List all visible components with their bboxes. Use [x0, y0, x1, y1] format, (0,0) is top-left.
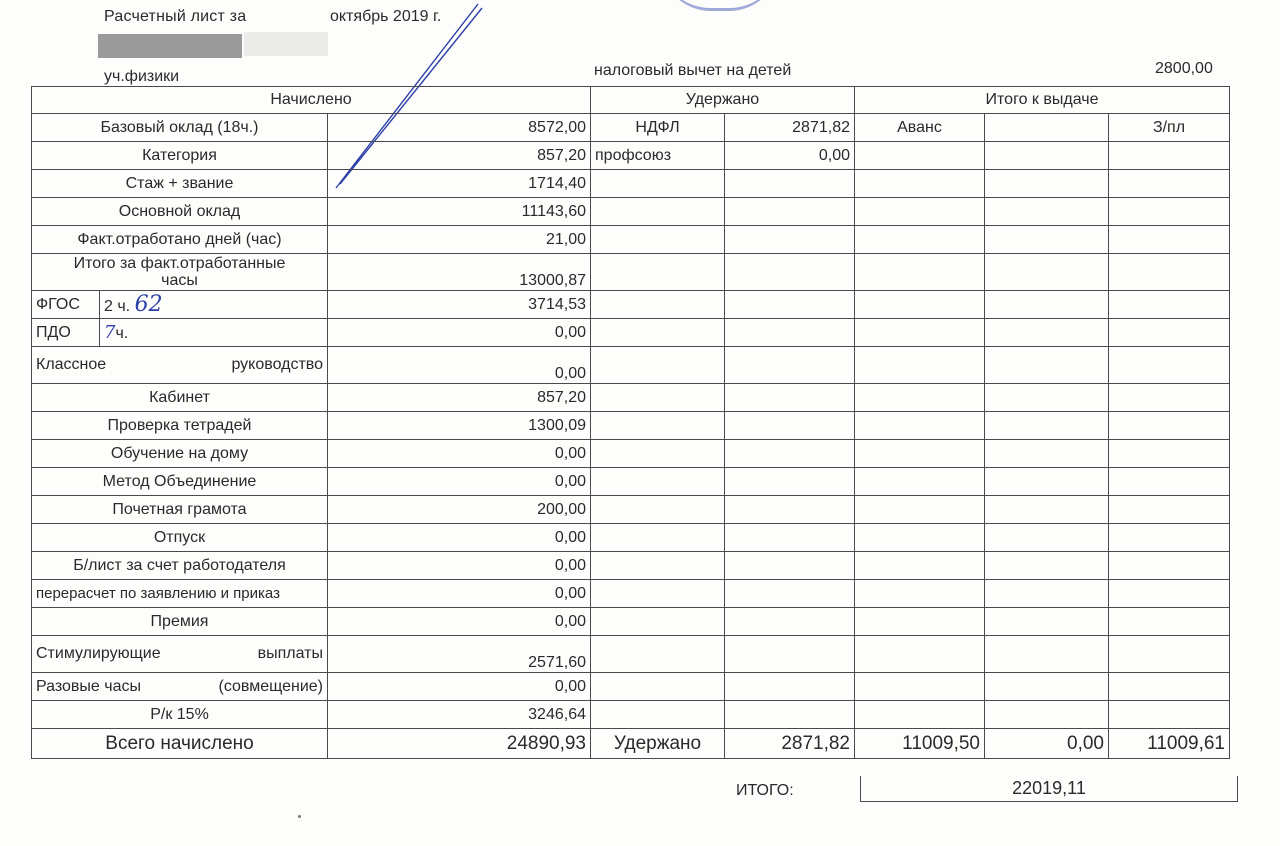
- accrual-value: 0,00: [328, 580, 591, 608]
- accrual-value: 0,00: [328, 608, 591, 636]
- withheld-cell: [725, 524, 855, 552]
- accrual-label-line: Итого за факт.отработанные: [73, 255, 286, 272]
- payout-cell: [985, 291, 1109, 319]
- table-row: [32, 254, 1230, 291]
- table-row: [32, 291, 1230, 319]
- payout-cell: [985, 412, 1109, 440]
- table-row: [32, 226, 1230, 254]
- payout-cell: [985, 552, 1109, 580]
- accrual-value: 13000,87: [328, 254, 591, 291]
- total-withheld-value: 2871,82: [725, 729, 855, 759]
- department: уч.физики: [104, 68, 180, 85]
- grand-total-label: ИТОГО:: [736, 782, 794, 799]
- accrual-value: 11143,60: [328, 198, 591, 226]
- accrual-value: 0,00: [328, 552, 591, 580]
- payout-cell: [1109, 254, 1230, 291]
- accrual-label: [32, 673, 328, 701]
- table-row: [32, 580, 1230, 608]
- payout-cell: [855, 468, 985, 496]
- accrual-label-part: Стимулирующие: [36, 645, 161, 662]
- accrual-label: Метод Объединение: [32, 468, 328, 496]
- withheld-cell: [591, 170, 725, 198]
- payout-cell: [985, 319, 1109, 347]
- withheld-label: профсоюз: [591, 142, 725, 170]
- advance-header: Аванс: [855, 114, 985, 142]
- withheld-cell: [725, 440, 855, 468]
- withheld-cell: [725, 496, 855, 524]
- payout-cell: [855, 701, 985, 729]
- accrual-label: перерасчет по заявлению и приказ: [32, 580, 328, 608]
- speck-mark: [298, 815, 301, 818]
- payout-cell: [855, 142, 985, 170]
- total-salary: 11009,61: [1109, 729, 1230, 759]
- accrual-label: [32, 347, 328, 384]
- accrual-hours-label: ч.: [115, 325, 129, 342]
- payout-cell: [1109, 701, 1230, 729]
- payout-cell: [1109, 226, 1230, 254]
- payslip-table: [31, 86, 1230, 759]
- withheld-cell: [591, 580, 725, 608]
- accrual-hours: [100, 319, 328, 347]
- accrual-value: 0,00: [328, 524, 591, 552]
- accrual-label: Категория: [32, 142, 328, 170]
- table-row: [32, 701, 1230, 729]
- payout-cell: [855, 524, 985, 552]
- tax-deduction-value: 2800,00: [1155, 60, 1213, 77]
- accrual-label-part: (совмещение): [218, 677, 323, 695]
- withheld-cell: [725, 347, 855, 384]
- withheld-cell: [725, 468, 855, 496]
- accrual-label-part: руководство: [231, 356, 323, 373]
- payout-cell: [855, 580, 985, 608]
- withheld-cell: [591, 412, 725, 440]
- withheld-cell: [725, 198, 855, 226]
- accrual-value: 1714,40: [328, 170, 591, 198]
- table-row: [32, 170, 1230, 198]
- withheld-cell: [591, 226, 725, 254]
- payout-cell: [855, 170, 985, 198]
- accrual-label: ПДО: [32, 319, 100, 347]
- accrual-value: 0,00: [328, 347, 591, 384]
- accrual-label-part: Разовые часы: [36, 677, 141, 695]
- payout-cell: [855, 440, 985, 468]
- accrual-value: 0,00: [328, 440, 591, 468]
- payout-cell: [1109, 524, 1230, 552]
- handwritten-note: 62: [134, 292, 163, 317]
- payout-cell: [1109, 384, 1230, 412]
- accrual-value: 0,00: [328, 673, 591, 701]
- table-row: [32, 468, 1230, 496]
- table-row: [32, 347, 1230, 384]
- table-row: [32, 552, 1230, 580]
- accrual-value: 200,00: [328, 496, 591, 524]
- payout-cell: [855, 319, 985, 347]
- accrual-label: Б/лист за счет работодателя: [32, 552, 328, 580]
- table-row: [32, 114, 1230, 142]
- accrued-header: Начислено: [32, 87, 591, 114]
- accrual-label-part: выплаты: [257, 645, 323, 662]
- total-advance: 11009,50: [855, 729, 985, 759]
- withheld-cell: [725, 580, 855, 608]
- payout-cell: [855, 291, 985, 319]
- withheld-cell: [591, 440, 725, 468]
- table-row: [32, 496, 1230, 524]
- withheld-label: НДФЛ: [591, 114, 725, 142]
- stamp-mark: [660, 0, 780, 11]
- payout-cell: [985, 170, 1109, 198]
- payout-cell: [985, 608, 1109, 636]
- withheld-cell: [591, 347, 725, 384]
- withheld-cell: [591, 673, 725, 701]
- payout-cell: [985, 198, 1109, 226]
- accrual-value: 0,00: [328, 468, 591, 496]
- payout-cell: [855, 254, 985, 291]
- withheld-cell: [725, 384, 855, 412]
- table-row: [32, 384, 1230, 412]
- payout-cell: [1109, 552, 1230, 580]
- table-row: [32, 636, 1230, 673]
- accrual-hours-label: 2 ч.: [104, 298, 131, 315]
- table-row: [32, 440, 1230, 468]
- accrual-value: 8572,00: [328, 114, 591, 142]
- table-row: [32, 673, 1230, 701]
- accrual-label: Отпуск: [32, 524, 328, 552]
- payout-cell: [855, 384, 985, 412]
- withheld-cell: [725, 291, 855, 319]
- redacted-name: [98, 34, 242, 58]
- payout-cell: [855, 412, 985, 440]
- payout-cell: [855, 608, 985, 636]
- payout-cell: [1109, 673, 1230, 701]
- payout-cell: [1109, 198, 1230, 226]
- payout-cell: [1109, 580, 1230, 608]
- accrual-value: 2571,60: [328, 636, 591, 673]
- withheld-cell: [591, 291, 725, 319]
- withheld-cell: [591, 496, 725, 524]
- withheld-cell: [591, 254, 725, 291]
- accrual-label: [32, 636, 328, 673]
- accrual-label: Р/к 15%: [32, 701, 328, 729]
- total-accrued-label: Всего начислено: [32, 729, 328, 759]
- withheld-cell: [591, 701, 725, 729]
- accrual-label: [32, 254, 328, 291]
- withheld-cell: [725, 552, 855, 580]
- accrual-value: 1300,09: [328, 412, 591, 440]
- payout-cell: [855, 226, 985, 254]
- accrual-value: 3714,53: [328, 291, 591, 319]
- payout-cell: [985, 384, 1109, 412]
- payout-cell: [1109, 170, 1230, 198]
- accrual-label: ФГОС: [32, 291, 100, 319]
- accrual-label: Кабинет: [32, 384, 328, 412]
- salary-header: З/пл: [1109, 114, 1230, 142]
- withheld-cell: [725, 701, 855, 729]
- redacted-name-smudge: [244, 32, 328, 56]
- table-row: [32, 608, 1230, 636]
- payout-cell: [1109, 636, 1230, 673]
- total-middle: 0,00: [985, 729, 1109, 759]
- handwritten-note: 7: [104, 322, 116, 343]
- withheld-cell: [725, 673, 855, 701]
- accrual-value: 857,20: [328, 384, 591, 412]
- accrual-label: Факт.отработано дней (час): [32, 226, 328, 254]
- payout-cell: [1109, 608, 1230, 636]
- table-row: [32, 412, 1230, 440]
- accrual-value: 21,00: [328, 226, 591, 254]
- page-title: Расчетный лист за: [104, 8, 247, 25]
- accrual-label: Основной оклад: [32, 198, 328, 226]
- payout-cell: [985, 142, 1109, 170]
- payout-cell: [1109, 412, 1230, 440]
- withheld-cell: [725, 226, 855, 254]
- table-row: [32, 142, 1230, 170]
- total-withheld-label: Удержано: [591, 729, 725, 759]
- withheld-cell: [591, 468, 725, 496]
- withheld-cell: [591, 384, 725, 412]
- payout-cell: [985, 673, 1109, 701]
- section-header-row: [32, 87, 1230, 114]
- payout-cell: [985, 440, 1109, 468]
- withheld-cell: [725, 412, 855, 440]
- withheld-cell: [725, 608, 855, 636]
- totals-row: [32, 729, 1230, 759]
- payout-cell: [855, 347, 985, 384]
- withheld-cell: [591, 524, 725, 552]
- payout-cell: [855, 636, 985, 673]
- accrual-label: Премия: [32, 608, 328, 636]
- total-accrued-value: 24890,93: [328, 729, 591, 759]
- accrual-label-part: Классное: [36, 356, 107, 373]
- payout-cell: [985, 636, 1109, 673]
- payout-cell: [985, 254, 1109, 291]
- payout-cell: [1109, 142, 1230, 170]
- table-row: [32, 524, 1230, 552]
- withheld-cell: [591, 608, 725, 636]
- table-row: [32, 319, 1230, 347]
- payout-cell: [1109, 468, 1230, 496]
- accrual-value: 0,00: [328, 319, 591, 347]
- withheld-cell: [725, 636, 855, 673]
- withheld-cell: [591, 552, 725, 580]
- withheld-cell: [725, 254, 855, 291]
- tax-deduction-label: налоговый вычет на детей: [594, 62, 792, 79]
- payout-cell: [985, 496, 1109, 524]
- withheld-cell: [725, 319, 855, 347]
- accrual-label: Стаж + звание: [32, 170, 328, 198]
- payout-cell: [985, 226, 1109, 254]
- payout-cell: [855, 673, 985, 701]
- payout-cell: [1109, 440, 1230, 468]
- payout-cell: [985, 580, 1109, 608]
- withheld-cell: [591, 198, 725, 226]
- payout-cell: [1109, 319, 1230, 347]
- payout-cell: [1109, 347, 1230, 384]
- payout-cell: [985, 468, 1109, 496]
- payout-cell: [985, 347, 1109, 384]
- payout-cell: [855, 198, 985, 226]
- withheld-cell: [591, 319, 725, 347]
- accrual-label-line: часы: [161, 272, 198, 289]
- payout-cell: [855, 496, 985, 524]
- accrual-hours: [100, 291, 328, 319]
- accrual-label: Почетная грамота: [32, 496, 328, 524]
- payout-cell: [985, 524, 1109, 552]
- table-row: [32, 198, 1230, 226]
- accrual-label: Базовый оклад (18ч.): [32, 114, 328, 142]
- withheld-cell: [591, 636, 725, 673]
- accrual-label: Проверка тетрадей: [32, 412, 328, 440]
- payout-cell: [1109, 496, 1230, 524]
- accrual-label: Обучение на дому: [32, 440, 328, 468]
- pay-period: октябрь 2019 г.: [330, 8, 442, 25]
- payout-header: Итого к выдаче: [855, 87, 1230, 114]
- payout-cell: [985, 114, 1109, 142]
- withheld-value: 2871,82: [725, 114, 855, 142]
- withheld-value: 0,00: [725, 142, 855, 170]
- payout-cell: [855, 552, 985, 580]
- payout-cell: [1109, 291, 1230, 319]
- grand-total-value: 22019,11: [860, 776, 1238, 802]
- withheld-header: Удержано: [591, 87, 855, 114]
- accrual-value: 3246,64: [328, 701, 591, 729]
- withheld-cell: [725, 170, 855, 198]
- payout-cell: [985, 701, 1109, 729]
- accrual-value: 857,20: [328, 142, 591, 170]
